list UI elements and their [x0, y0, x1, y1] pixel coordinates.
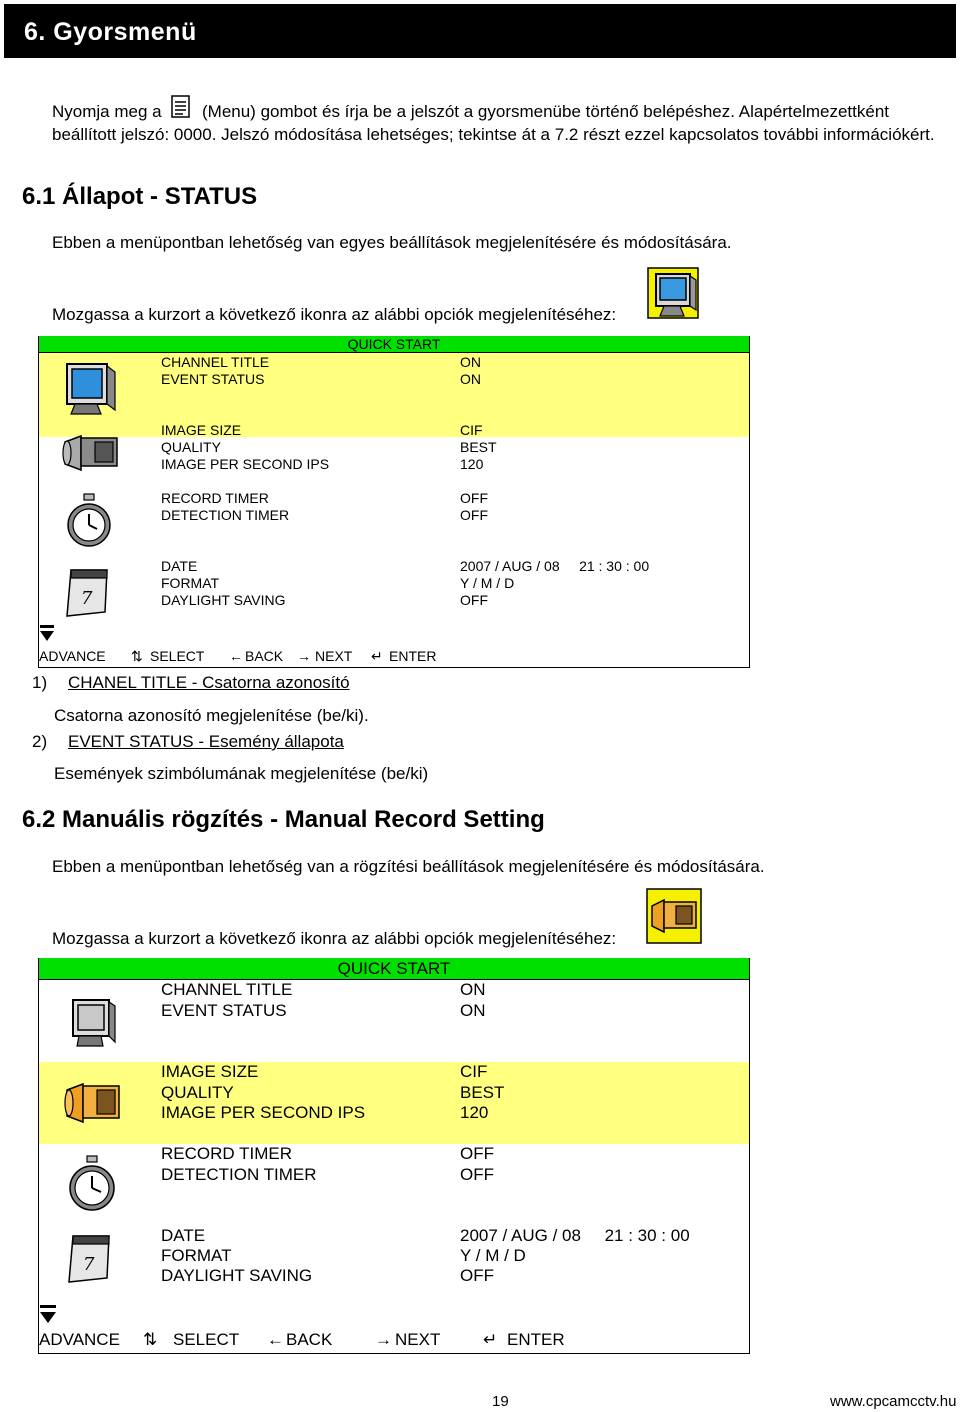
- menu-value[interactable]: Y / M / D: [460, 575, 515, 591]
- section-heading-status: 6.1 Állapot - STATUS: [22, 183, 258, 210]
- menu-label: RECORD TIMER: [161, 490, 269, 506]
- menu-value[interactable]: ON: [460, 980, 486, 999]
- list-title: CHANEL TITLE - Csatorna azonosító: [68, 673, 350, 692]
- advance-label[interactable]: ADVANCE: [39, 1330, 120, 1349]
- next-arrow-icon: →: [375, 1330, 392, 1349]
- camera-icon[interactable]: [61, 432, 123, 476]
- calendar-icon[interactable]: [63, 1230, 119, 1286]
- monitor-icon: [646, 266, 702, 322]
- menu-label: EVENT STATUS: [161, 1001, 287, 1020]
- menu-value[interactable]: OFF: [460, 490, 488, 506]
- enter-label[interactable]: ENTER: [507, 1330, 565, 1349]
- monitor-icon[interactable]: [61, 358, 121, 416]
- select-arrows-icon: ⇅: [143, 1330, 158, 1349]
- intro-text-b: (Menu) gombot és írja be a jelszót a gyorsmenübe történő belépéshez. Alapértelmezettként: [202, 102, 889, 121]
- camera-icon: [646, 888, 702, 944]
- list-number: 2): [32, 732, 48, 751]
- menu-label: RECORD TIMER: [161, 1144, 292, 1163]
- highlight-band: [39, 1062, 749, 1144]
- quick-start-title: QUICK START: [39, 336, 749, 353]
- intro-text-2: beállított jelszó: 0000. Jelszó módosítása lehetséges; tekintse át a 7.2 részt ezzel kapcsolatos további információkért.: [52, 125, 935, 144]
- menu-button-icon: [170, 95, 192, 119]
- menu-value[interactable]: ON: [460, 1001, 486, 1020]
- menu-value[interactable]: OFF: [460, 507, 488, 523]
- svg-text:7: 7: [83, 1254, 95, 1275]
- menu-label: DETECTION TIMER: [161, 507, 290, 523]
- select-arrows-icon: ⇅: [131, 648, 143, 664]
- menu-value[interactable]: Y / M / D: [460, 1246, 526, 1265]
- menu-value[interactable]: 120: [460, 456, 484, 472]
- menu-label: QUALITY: [161, 1083, 234, 1102]
- menu-footer: [39, 624, 749, 668]
- list-desc: Események szimbólumának megjelenítése (be/ki): [54, 764, 429, 783]
- back-label[interactable]: BACK: [245, 648, 284, 664]
- menu-value[interactable]: ON: [460, 371, 481, 387]
- menu-label: EVENT STATUS: [161, 371, 265, 387]
- chapter-header: [4, 4, 956, 58]
- quick-start-title: QUICK START: [39, 958, 749, 980]
- menu-value[interactable]: 2007 / AUG / 08 21 : 30 : 00: [460, 558, 650, 574]
- menu-label: DATE: [161, 1226, 206, 1245]
- select-label[interactable]: SELECT: [150, 648, 205, 664]
- menu-value[interactable]: CIF: [460, 1062, 488, 1081]
- enter-arrow-icon: ↵: [371, 648, 383, 664]
- back-arrow-icon: ←: [229, 648, 243, 664]
- menu-value[interactable]: BEST: [460, 1083, 505, 1102]
- next-label[interactable]: NEXT: [315, 648, 353, 664]
- menu-label: DATE: [161, 558, 198, 574]
- menu-label: QUALITY: [161, 439, 221, 455]
- menu-label: IMAGE SIZE: [161, 1062, 259, 1081]
- menu-value[interactable]: OFF: [460, 1266, 494, 1285]
- menu-value[interactable]: OFF: [460, 592, 488, 608]
- menu-label: CHANNEL TITLE: [161, 354, 270, 370]
- advance-label[interactable]: ADVANCE: [39, 648, 106, 664]
- menu-label: DETECTION TIMER: [161, 1165, 317, 1184]
- enter-label[interactable]: ENTER: [389, 648, 437, 664]
- svg-text:7: 7: [81, 588, 93, 609]
- quick-start-menu-2: [38, 958, 750, 1354]
- list-title: EVENT STATUS - Esemény állapota: [68, 732, 344, 751]
- menu-label: IMAGE PER SECOND IPS: [161, 456, 330, 472]
- calendar-icon[interactable]: [61, 564, 117, 620]
- menu-label: CHANNEL TITLE: [161, 980, 293, 999]
- camera-icon[interactable]: [63, 1078, 125, 1128]
- list-desc: Csatorna azonosító megjelenítése (be/ki).: [54, 706, 369, 725]
- menu-value[interactable]: CIF: [460, 422, 483, 438]
- stopwatch-icon[interactable]: [65, 492, 113, 550]
- next-label[interactable]: NEXT: [395, 1330, 441, 1349]
- menu-value[interactable]: 120: [460, 1103, 489, 1122]
- instruction-manual-record: Mozgassa a kurzort a következő ikonra az alábbi opciók megjelenítéséhez:: [52, 929, 617, 948]
- enter-arrow-icon: ↵: [483, 1330, 498, 1349]
- section-desc-manual-record: Ebben a menüpontban lehetőség van a rögzítési beállítások megjelenítésére és módosítására.: [52, 857, 765, 876]
- menu-label: DAYLIGHT SAVING: [161, 1266, 313, 1285]
- menu-value[interactable]: OFF: [460, 1165, 494, 1184]
- back-label[interactable]: BACK: [286, 1330, 333, 1349]
- menu-label: DAYLIGHT SAVING: [161, 592, 286, 608]
- menu-value[interactable]: OFF: [460, 1144, 494, 1163]
- menu-value[interactable]: 2007 / AUG / 08 21 : 30 : 00: [460, 1226, 690, 1245]
- section-heading-manual-record: 6.2 Manuális rögzítés - Manual Record Setting: [22, 806, 545, 833]
- menu-value[interactable]: BEST: [460, 439, 497, 455]
- menu-value[interactable]: ON: [460, 354, 481, 370]
- advance-arrow-icon: [39, 624, 59, 644]
- intro-text-a: Nyomja meg a: [52, 102, 162, 121]
- back-arrow-icon: ←: [267, 1330, 284, 1349]
- list-number: 1): [32, 673, 48, 692]
- menu-label: IMAGE SIZE: [161, 422, 242, 438]
- instruction-status: Mozgassa a kurzort a következő ikonra az alábbi opciók megjelenítéséhez:: [52, 305, 617, 324]
- menu-label: FORMAT: [161, 1246, 232, 1265]
- section-desc-status: Ebben a menüpontban lehetőség van egyes beállítások megjelenítésére és módosítására.: [52, 233, 732, 252]
- menu-label: IMAGE PER SECOND IPS: [161, 1103, 366, 1122]
- menu-label: FORMAT: [161, 575, 220, 591]
- advance-arrow-icon: [39, 1304, 59, 1326]
- next-arrow-icon: →: [297, 648, 311, 664]
- website-link[interactable]: www.cpcamcctv.hu: [830, 1393, 957, 1410]
- select-label[interactable]: SELECT: [173, 1330, 240, 1349]
- quick-start-menu-1: [38, 336, 750, 668]
- monitor-icon[interactable]: [65, 992, 121, 1048]
- page-number: 19: [492, 1393, 509, 1410]
- menu-footer: [39, 1304, 749, 1354]
- highlight-band: [39, 353, 749, 437]
- chapter-title: 6. Gyorsmenü: [24, 18, 197, 46]
- stopwatch-icon[interactable]: [67, 1154, 117, 1214]
